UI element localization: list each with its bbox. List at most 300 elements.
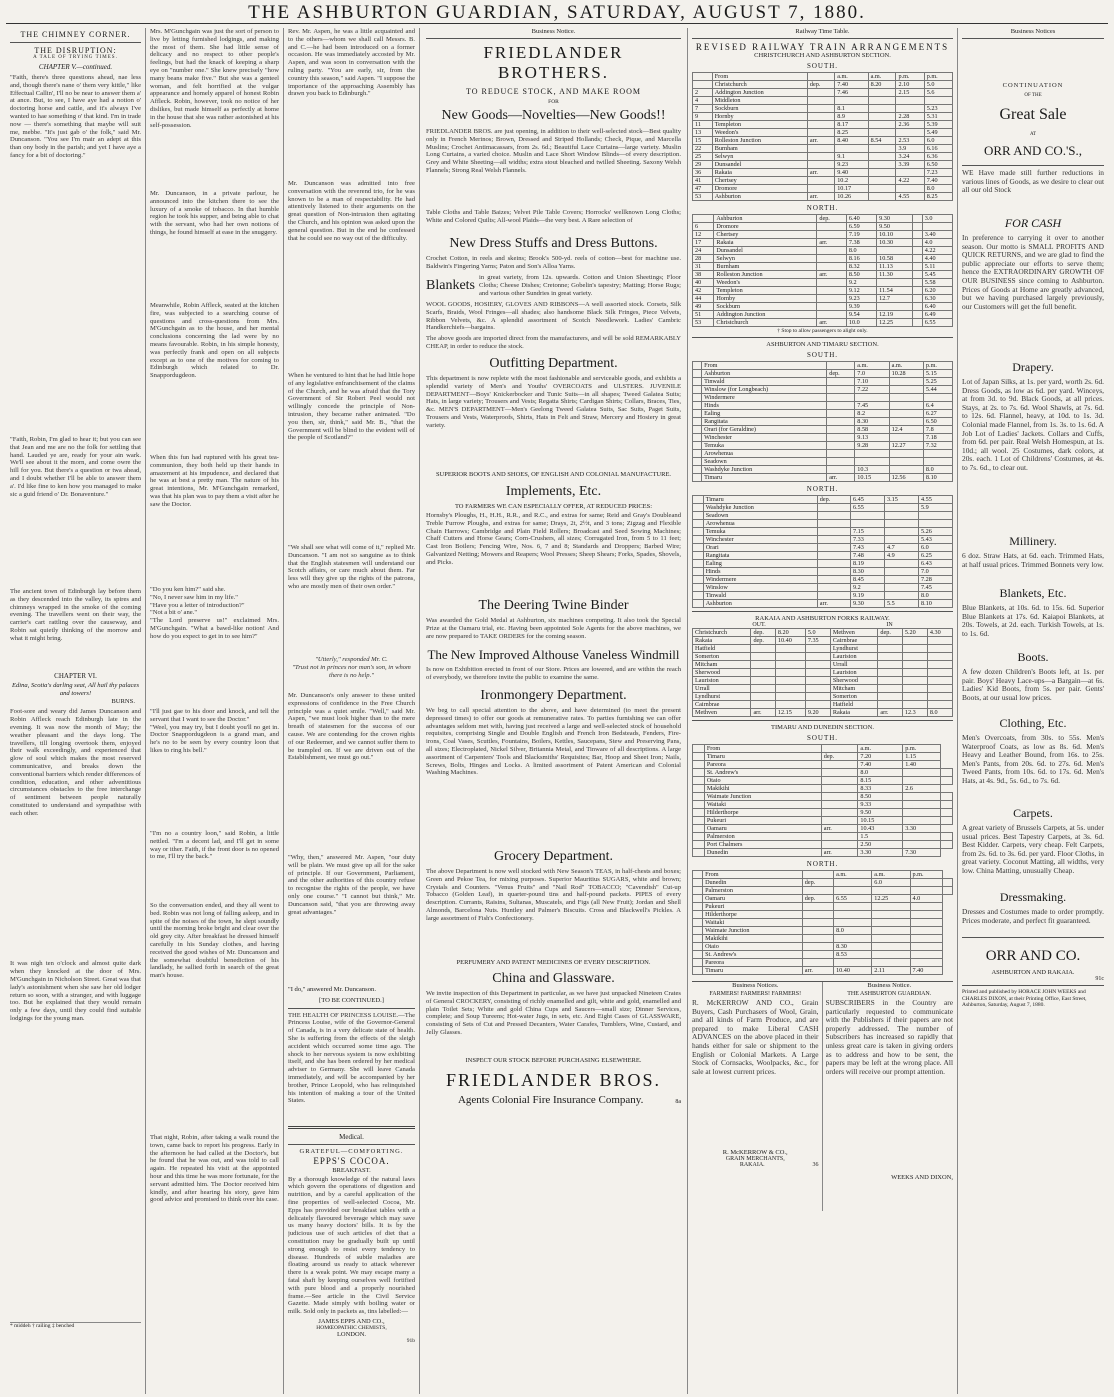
timetable-note: † Stop to allow passengers to alight only.	[777, 328, 868, 334]
timetable-cell	[693, 903, 703, 911]
timetable-row	[693, 520, 953, 528]
timetable-cell: 6.25	[918, 552, 952, 560]
timetable-row	[693, 474, 953, 482]
timetable-cell	[821, 769, 858, 777]
timetable-cell: Sherwood	[693, 669, 751, 677]
timetable-cell: 7.43	[851, 544, 885, 552]
timetable-cell	[941, 809, 953, 817]
timetable-cell: Rakaia	[830, 709, 878, 717]
timetable-row	[693, 825, 953, 833]
ad-text: A great variety of Brussels Carpets, at 5s. under usual prices. Best Tapestry Carpets, at 3s. 6d. Best Kidder. Carpets, very cheap. Felt Carpets, from 2s. 6d. to 3s. 6d. per yard. Floor Cloths, in great variety. Coconut Matting, all widths, very low. China Matting, unusually Cheap.	[962, 824, 1104, 875]
timetable-row	[693, 303, 953, 311]
story-text: "I'll just gae to his door and knock, and tell the servant that I want to see the Doctor." "Weel, you may try, but I doubt you'll no get in. Doctor Snappordugdeon is a grand man, and he's no to be seen by every country loon that likes to ring his bell."	[150, 708, 279, 754]
timetable-cell: 5.11	[922, 263, 952, 271]
timetable-cell	[693, 777, 705, 785]
timetable-row	[693, 161, 953, 169]
story-text: "I'm no a country loon," said Robin, a little nettled. "I'm a decent lad, and I'll get in some way or ither. Faith, if the front door is no opened to me, I'll try the back."	[150, 830, 279, 861]
timetable-cell: 8.0	[858, 769, 903, 777]
ad-text: WE Have made still further reductions in various lines of Goods, as we desire to clear out all our old Stock	[962, 169, 1104, 195]
timetable-cell	[941, 841, 953, 849]
timetable-cell: 6.27	[923, 410, 952, 418]
timetable-cell	[693, 418, 702, 426]
timetable-cell	[693, 879, 703, 887]
timetable-cell	[855, 458, 889, 466]
section-label: Business Notice.	[867, 982, 912, 989]
timetable-cell: 7.46	[835, 89, 868, 97]
timetable-cell: 8.20	[775, 629, 805, 637]
notice-head: FARMERS! FARMERS! FARMERS!	[709, 991, 802, 997]
timetable-cell	[942, 887, 952, 895]
timetable-cell: arr.	[821, 849, 858, 857]
timetable-cell	[910, 919, 942, 927]
timetable-cell: 7.35	[805, 637, 830, 645]
timetable-cell	[878, 669, 902, 677]
timetable-cell	[878, 645, 902, 653]
timetable-cell	[693, 504, 704, 512]
timetable-cell	[821, 777, 858, 785]
timetable-cell	[903, 809, 941, 817]
timetable-cell	[775, 653, 805, 661]
timetable-cell: 6.50	[923, 418, 952, 426]
timetable-cell	[693, 817, 705, 825]
timetable-cell	[693, 745, 705, 753]
timetable-cell	[693, 410, 702, 418]
timetable-cell: Templeton	[712, 121, 807, 129]
timetable-cell	[913, 311, 923, 319]
timetable-cell	[885, 584, 919, 592]
timetable-cell	[827, 418, 855, 426]
railway-time-table	[688, 28, 958, 1394]
timetable-cell	[868, 121, 896, 129]
timetable-cell: 7.10	[855, 378, 889, 386]
timetable-row	[693, 434, 953, 442]
timetable-cell	[817, 295, 847, 303]
timetable-cell	[889, 434, 923, 442]
timetable-cell: 5.0	[924, 81, 952, 89]
timetable-cell: 8.30	[851, 568, 885, 576]
timetable-cell: 5.5	[885, 600, 919, 608]
timetable-cell	[834, 887, 872, 895]
story-text: "Why, then," answered Mr. Aspen, "our duty will be plain. We must give up all for the sake of principle. If our Government, Parliament, and the other authorities of this country refuse to recognise the rights of the people, we have only one course." "I cannot but think," Mr. Duncanson said, "that you are throwing away great advantages."	[288, 854, 415, 916]
timetable-cell: a.m.	[858, 745, 903, 753]
direction-in: IN	[886, 622, 893, 628]
timetable-row	[693, 629, 953, 637]
timetable-cell: 8.9	[835, 113, 868, 121]
timetable-row	[693, 89, 953, 97]
timetable-cell: a.m.	[835, 73, 868, 81]
timetable-row	[693, 951, 953, 959]
timetable-cell	[807, 185, 834, 193]
timetable-cell	[693, 967, 703, 975]
timetable-cell	[877, 303, 913, 311]
ad-city: LONDON.	[336, 1330, 367, 1338]
timetable-cell: Addington Junction	[714, 311, 817, 319]
ad-place: ASHBURTON AND RAKAIA.	[991, 969, 1075, 976]
timetable-cell: 6.40	[922, 303, 952, 311]
timetable-cell	[878, 653, 902, 661]
timetable-cell	[941, 793, 953, 801]
timetable-cell: 8.25	[924, 193, 952, 201]
timetable-cell: Tinwald	[703, 592, 817, 600]
timetable-cell: Timaru	[703, 967, 803, 975]
timetable-row	[693, 777, 953, 785]
timetable-row	[693, 967, 953, 975]
timetable-cell	[889, 466, 923, 474]
timetable-cell: dep.	[878, 629, 902, 637]
timetable-cell	[817, 223, 847, 231]
timetable-cell: 8.20	[868, 81, 896, 89]
timetable-cell	[902, 653, 927, 661]
timetable-cell: 6.43	[918, 560, 952, 568]
blankets-heading: Blankets	[426, 278, 475, 293]
timetable-cell: 8.53	[834, 951, 872, 959]
timetable-cell	[878, 693, 902, 701]
timetable-cell	[927, 637, 952, 645]
timetable-cell: 7.33	[851, 536, 885, 544]
millinery-heading: Millinery.	[1009, 534, 1057, 548]
ad-code: 8a	[675, 1099, 681, 1105]
timetable-cell	[693, 215, 714, 223]
timetable-cell: Windermere	[702, 394, 827, 402]
timetable-row	[693, 793, 953, 801]
ad-text: TO FARMERS WE CAN ESPECIALLY OFFER, AT REDUCED PRICES:	[454, 503, 653, 510]
timetable-row	[693, 231, 953, 239]
timetable-cell: Orari	[703, 544, 817, 552]
timetable-row	[693, 943, 953, 951]
timetable-cell: 6.50	[924, 161, 952, 169]
timetable-cell	[941, 777, 953, 785]
timetable-cell: 53	[693, 319, 714, 327]
timetable-cell	[827, 466, 855, 474]
direction-north: NORTH.	[806, 204, 839, 212]
timetable-cell	[802, 927, 833, 935]
timetable-cell: 9.2	[846, 279, 876, 287]
timetable-cell	[872, 935, 910, 943]
timetable-cell	[913, 271, 923, 279]
timetable-cell: dep.	[802, 895, 833, 903]
timetable-cell	[693, 785, 705, 793]
timetable-cell: 15	[693, 137, 713, 145]
story-text: "Faith, Robin, I'm glad to hear it; but you can see that Jean and me are no the folk for settling that hand. Lauded ye are, ready for your ain wark. We'll see about it the morn, and come owre the hill for you. But there's a question or twa ahead, and I doubt whether I'll be able to answer them a'. I'd like fine to ken how you managed to make sic a guid friend o' Dr. Bonaventure."	[10, 436, 141, 498]
timetable-cell	[817, 576, 850, 584]
timetable-cell: 10.28	[889, 370, 923, 378]
timetable-row	[693, 935, 953, 943]
chapter-heading: CHAPTER V.—continued.	[38, 63, 113, 71]
ad-text: In preference to carrying it over to another season. Our motto is SMALL PROFITS AND QUICK RETURNS, and we are glad to find the public appreciate our efforts to serve them; hence the EXTRAORDINARY GROWTH OF OUR BUSINESS since coming to Ashburton. Prices of Goods at Home are greatly advanced, but we having purchased largely previously, our Customers will get the full benefit.	[962, 234, 1104, 311]
timetable-cell	[693, 833, 705, 841]
timetable-cell	[941, 769, 953, 777]
timetable-cell	[817, 303, 847, 311]
timetable-cell: 51	[693, 311, 714, 319]
timetable-cell	[868, 145, 896, 153]
timetable-cell	[885, 504, 919, 512]
timetable-cell: arr.	[807, 193, 834, 201]
notice-footer	[692, 1162, 819, 1168]
timetable-cell: 40	[693, 279, 714, 287]
timetable-cell: 7.22	[855, 386, 889, 394]
timetable-cell	[913, 303, 923, 311]
timetable-cell: 9	[693, 113, 713, 121]
timetable-cell	[805, 653, 830, 661]
timetable-cell: 8.33	[858, 785, 903, 793]
timetable-cell: Waitaki	[703, 919, 803, 927]
timetable-cell: 8.0	[834, 927, 872, 935]
ad-text: FRIEDLANDER BROS. are just opening, in addition to their well-selected stock—Best quality only in French Merinos; Brown, Dressed and Striped Hollands; Check, Pique, and Marcella Muslins; Crochet Antimacassars, from 2s. 6d.; Beautiful Lace Curtains—large variety. Muslin Long Curtains, a varied choice. Muslin and Lace Short Window Blinds—of every description. Grey and White Sheeting—all widths; extra stout bleached and twilled Sheeting. Saxony Welsh Flannels; Strong Real Welsh Flannels.	[426, 128, 681, 174]
timetable-cell	[827, 386, 855, 394]
timetable-cell: 6.36	[924, 153, 952, 161]
timetable-cell: 4.22	[896, 177, 924, 185]
notice-code: 36	[812, 1162, 819, 1168]
timetable-row	[693, 223, 953, 231]
drapery-heading: Drapery.	[1012, 360, 1054, 374]
ad-text: This department is now replete with the most fashionable and serviceable goods, and exhibits a splendid variety of Men's and Youths' OVERCOATS and ULSTERS. JUVENILE DEPARTMENT—Boys' Knickerbocker and Tunic Suits—in all shapes; Tweed Galatea Suits; Hats, in large variety; Trousers and Vests; Regatta Shirts; Cardigan Shirts; Collars, Braces, Ties, &c. MEN'S DEPARTMENT—Men's Geelong Tweed Galatea Suits, Sac Suits, Paget Suits, Trousers and Vests, Waterproofs, Shirts, Hats in Felt and Straw, Mercery and Hosiery in great variety.	[426, 375, 681, 429]
timetable-cell	[802, 943, 833, 951]
section-label: Medical.	[339, 1132, 364, 1141]
timetable-cell	[889, 450, 923, 458]
timetable-row	[693, 817, 953, 825]
timetable-row	[693, 761, 953, 769]
timetable-cell: Ashburton	[702, 370, 827, 378]
timetable-cell	[885, 520, 919, 528]
timetable-cell: Windermere	[703, 576, 817, 584]
carpets-heading: Carpets.	[1013, 806, 1053, 820]
timetable-cell: 5.39	[924, 121, 952, 129]
timetable-cell: 5.31	[924, 113, 952, 121]
timetable-cell	[913, 239, 923, 247]
timetable-cell: a.m.	[868, 73, 896, 81]
timetable-cell: a.m.	[855, 362, 889, 370]
timetable-cell: 12.19	[877, 311, 913, 319]
notice-sign: WEEKS AND DIXON,	[891, 1174, 953, 1181]
timetable-row	[693, 833, 953, 841]
timetable-cell	[805, 685, 830, 693]
timetable-row	[693, 801, 953, 809]
timetable-cell	[821, 785, 858, 793]
timetable-row	[693, 137, 953, 145]
timetable-cell: 3.9	[896, 145, 924, 153]
story-text: Rev. Mr. Aspen, he was a little acquainted and to the others—whom we shall call Messrs. B. and C.—he had been introduced on a former occasion. He was immediately accosted by Mr. Aspen, and was soon in conversation with the ruling party. "You are early, sir, from the country this season," said Aspen. "I suppose the importance of the approaching Assembly has drawn you back to Edinburgh."	[288, 28, 415, 98]
timetable-cell: 2.6	[903, 785, 941, 793]
timetable-cell: 8.16	[846, 255, 876, 263]
timetable-cell: Pareora	[703, 959, 803, 967]
timetable-cell	[827, 402, 855, 410]
timetable-cell: 5.44	[923, 386, 952, 394]
timetable-cell: 9.54	[846, 311, 876, 319]
timetable-row	[693, 887, 953, 895]
timetable-cell	[910, 879, 942, 887]
timetable-cell	[807, 105, 834, 113]
timetable-cell	[902, 677, 927, 685]
timetable-cell	[902, 701, 927, 709]
ad-text: The above goods are imported direct from the manufacturers, and will be sold REMARKABLY CHEAP, in order to reduce the stock.	[426, 335, 681, 350]
timetable-cell: Sockburn	[712, 105, 807, 113]
story-text: The ancient town of Edinburgh lay before them as they descended into the valley, its spires and chimneys wrapped in the smoke of the coming evening. The travellers went on their way, the carrier's cart rattling over the causeway, and Robin sat quietly thinking of the morrow and what it might bring.	[10, 588, 141, 642]
timetable-cell: dep.	[751, 629, 775, 637]
timetable-cell: Christchurch	[712, 81, 807, 89]
timetable-cell	[817, 247, 847, 255]
timetable-row	[693, 927, 953, 935]
timetable-cell	[868, 185, 896, 193]
timetable-cell	[834, 879, 872, 887]
timetable-cell: 8.0	[924, 185, 952, 193]
timetable-cell	[802, 911, 833, 919]
timetable-cell	[877, 279, 913, 287]
timetable-cell: Winslow	[703, 584, 817, 592]
ad-text: Crochet Cotton, in reels and skeins; Brook's 500-yd. reels of cotton—best for machine use. Baldwin's Fingering Yarns; Paton and Son's Alloa Yarns.	[426, 255, 681, 270]
timetable-cell	[693, 496, 704, 504]
timetable-cell: Oamaru	[703, 895, 803, 903]
timetable-cell: Mitcham	[693, 661, 751, 669]
timetable-cell	[941, 817, 953, 825]
direction-south: SOUTH.	[806, 62, 839, 70]
ad-maker-role: HOMŒOPATHIC CHEMISTS,	[316, 1324, 387, 1331]
ad-text: We beg to call special attention to the above, and have determined (to meet the present depressed times) to offer our goods at remunerative rates. To parties furnishing we can offer advantages seldom met with, having just received a large and well-selected stock of household requisites, comprising Single and Double English and French Iron Bedsteads, Fenders, Fire-irons, Coal Vases, Scuttles, Fountains, Boilers, Kettles, Saucepans, Stew and Preserving Pans, all sizes; Electroplated, Nickel Silver, Britannia Metal, and Tinware of all descriptions. A large assortment of Carpenters' Tools and Blacksmiths' Requisites; Bar, Hoop and Sheet Iron; Nails, Screws, Bolts, Hinges and Locks. A limited assortment of Patent American and Colonial Washing Machines.	[426, 707, 681, 777]
story-text: Mr. Duncanson's only answer to these united expressions of confidence in the Free Church principle was a quiet smile. "Well," said Mr. Aspen, "we must look higher than to the mere breath of statesmen for the success of our cause. We are contending for the crown rights of our Redeemer, and we cannot suffer them to be trampled on. If we are driven out of the Establishment, we must go out."	[288, 692, 415, 762]
timetable-cell: Hinds	[702, 402, 827, 410]
ad-text: SUPERIOR BOOTS AND SHOES, OF ENGLISH AND COLONIAL MANUFACTURE.	[435, 471, 672, 478]
timetable-cell: dep.	[807, 81, 834, 89]
timetable-cell: Port Chalmers	[704, 841, 821, 849]
timetable-cell: Christchurch	[714, 319, 817, 327]
timetable-cell	[889, 402, 923, 410]
timetable-row	[693, 153, 953, 161]
timetable-cell	[913, 287, 923, 295]
timetable-cell: 4.0	[922, 239, 952, 247]
timetable-cell	[802, 919, 833, 927]
timetable-cell: 13	[693, 129, 713, 137]
ad-subtitle: TO REDUCE STOCK, AND MAKE ROOM	[465, 87, 642, 96]
timetable-cell: arr.	[817, 600, 850, 608]
timetable-cell: 12.4	[889, 426, 923, 434]
ad-text: Hornsby's Ploughs, H., H.H., R.R., and R.C., and extras for same; Reid and Gray's Doubleand Treble Furrow Ploughs, and extras for same; Drays, 2t, 2½t, and 3 tons; Zigzag and Flexible Chain Harrows; Cambridge and Plain Field Rollers; Broadcast and Seed Sowing Machines; Chaff Cutters and Horse Gears; Corn-Crushers, all sizes; Corrugated Iron, from 5 to 11 feet; Cast Iron Boilers; Fencing Wire, Nos. 6, 7 and 8; Standards and Droppers; Barbed Wire; Galvanized Netting; Mowers and Reapers; Wool Presses; Sheep Shears; Forks, Spades, Shovels, and Picks.	[426, 512, 681, 566]
guardian-notice	[823, 982, 954, 1211]
timetable-cell: 1.15	[903, 753, 941, 761]
ad-text: WOOL GOODS, HOSIERY, GLOVES AND RIBBONS—A well assorted stock. Corsets, Silk Scarfs, Braids, Wool Fringes—all shades; also handsome Black Silk Fringes, Piece Velvets, Ribbon Velvets, &c. A splendid assortment of Scotch Needlework. Ladies' Cambric Handkerchiefs—bargains.	[426, 301, 681, 332]
timetable-cell: 12.56	[889, 474, 923, 482]
bottom-notices	[692, 981, 953, 1211]
timetable-cell: 5.58	[922, 279, 952, 287]
timetable-cell	[913, 279, 923, 287]
timetable-cell	[807, 153, 834, 161]
ad-text: A few dozen Children's Boots left, at 1s. per pair. Boys' Heavy Lace-ups—a Bargain—at 6s. Ladies' Kid Boots, from 5s. per pair. Gents' Boots, at our usual low prices.	[962, 668, 1104, 702]
timetable-cell	[903, 793, 941, 801]
timetable-row	[693, 512, 953, 520]
ad-text: Men's Overcoats, from 30s. to 55s. Men's Waterproof Coats, as low as 8s. 6d. Men's Heavy and Leather Bound, from 16s. to 25s. Men's Pants, from 20s. 6d. to 27s. 6d. Men's Tweed Pants, from 10s. 6d. to 17s. 6d. Men's Hats, at 4s. 9d., 5s. 6d., to 7s. 6d.	[962, 734, 1104, 785]
timetable-cell	[693, 402, 702, 410]
timetable-cell: 7.40	[858, 761, 903, 769]
ad-text: in great variety, from 12s. upwards. Cotton and Union Sheetings; Floor Cloths; Cheese Dishes; Cretonne; Gobelin's tapestry; Matting; Horse Rugs; and various other Sundries in great variety.	[479, 274, 681, 297]
timetable-cell: Rolleston Junction	[714, 271, 817, 279]
timetable-cell: Dunsandel	[712, 161, 807, 169]
timetable-row	[693, 450, 953, 458]
timetable-cell: 10.30	[877, 239, 913, 247]
timetable-row	[693, 255, 953, 263]
timetable-cell	[805, 677, 830, 685]
timetable-cell: dep.	[802, 879, 833, 887]
timetable-cell: 36	[693, 169, 713, 177]
timetable-cell: Waitaki	[704, 801, 821, 809]
timetable-cell: 8.0	[918, 592, 952, 600]
timetable-cell: 5.9	[918, 504, 952, 512]
timetable-cell	[751, 661, 775, 669]
column-story-cont	[146, 28, 284, 1394]
section-heading: THE CHIMNEY CORNER.	[20, 30, 131, 39]
timetable-cell	[902, 685, 927, 693]
timetable-cell	[775, 685, 805, 693]
timetable-cell: 10.15	[855, 474, 889, 482]
to-be-continued: [TO BE CONTINUED.]	[319, 996, 384, 1004]
timetable-cell: Seadown	[703, 512, 817, 520]
boots-heading: Boots.	[1017, 650, 1049, 664]
story-text: "Faith, there's three questions ahead, nae less and, though there's nane o' them very kittle," like Effectual Callin', I'll no be near to answer them a' at ance. But, to see, I have aye had a notion o' doctoring horse and cattle, and it's always I've wanted to hae something o' that kind. I'm in trade now — there's something that maybe will suit me, mebbe. "It's just gab o' the folk," said Mr. Duncanson. "You see I'm mair an adept at this than ony body in the parish; and yet I have aye a fancy for a bit of doctoring."	[10, 74, 141, 159]
timetable-cell: 6.55	[922, 319, 952, 327]
timetable-row	[693, 394, 953, 402]
timetable-cell: Burnham	[714, 263, 817, 271]
timetable-cell: 7.8	[923, 426, 952, 434]
timetable-cell: Lauriston	[693, 677, 751, 685]
timetable-cell	[802, 951, 833, 959]
railway-title: REVISED RAILWAY TRAIN ARRANGEMENTS	[695, 42, 950, 52]
timetable-cell: 11	[693, 121, 713, 129]
timetable-cell: 12.3	[902, 709, 927, 717]
timetable-cell	[693, 849, 705, 857]
timetable-cell: 7.20	[858, 753, 903, 761]
timetable-cell	[902, 661, 927, 669]
timetable-cell: 11.30	[877, 271, 913, 279]
timetable-cell: Orari (for Geraldine)	[702, 426, 827, 434]
timetable-cell: 28	[693, 255, 714, 263]
timetable-cell: 4.0	[910, 895, 942, 903]
direction-north: NORTH.	[806, 485, 839, 493]
timetable-cell	[855, 394, 889, 402]
column-story-end	[284, 28, 420, 1394]
timetable-cell: From	[703, 871, 803, 879]
timetable-row	[693, 81, 953, 89]
timetable-cell: 1.40	[903, 761, 941, 769]
timetable-cell	[923, 458, 952, 466]
epigraph: Edina, Scotia's darling seat, All hail thy palaces and towers!	[11, 682, 140, 697]
timetable-cell: Dunedin	[704, 849, 821, 857]
ad-at: AT	[1029, 132, 1037, 137]
timetable-cell	[817, 520, 850, 528]
timetable-cell: 22	[693, 145, 713, 153]
timetable-cell	[885, 512, 919, 520]
timetable-row	[693, 105, 953, 113]
timetable-cell: Cairnbrae	[693, 701, 751, 709]
timetable-cell: dep.	[827, 370, 855, 378]
great-sale-heading: Great Sale	[999, 106, 1067, 123]
timetable-cell	[877, 247, 913, 255]
notice-head: THE ASHBURTON GUARDIAN.	[847, 991, 932, 997]
timetable-cell: 8.30	[855, 418, 889, 426]
timetable-cell	[817, 544, 850, 552]
timetable-cell	[910, 959, 942, 967]
timetable-cell: Winchester	[702, 434, 827, 442]
timetable	[692, 744, 953, 857]
timetable-cell	[941, 801, 953, 809]
timetable-cell	[878, 701, 902, 709]
timetable-cell	[896, 129, 924, 137]
timetable-cell: 8.2	[855, 410, 889, 418]
story-text: Foot-sore and weary did James Duncanson and Robin Affleck reach Edinburgh late in the evening. It was now the month of May; the weather pleasant and the days long. The travellers, till longing overtook them, enjoyed their walk exceedingly, and experienced that glow of soul which makes the most reserved communicative, and breaks down the conventional barriers which render differences of condition, education, and other adventitious circumstances obstacles to the free interchange of sentiment between people naturally constituted to understand and sympathise with each other.	[10, 708, 141, 817]
timetable-cell: 11.13	[877, 263, 913, 271]
timetable-cell: Winslow (for Longbeach)	[702, 386, 827, 394]
timetable-row	[693, 785, 953, 793]
timetable-cell: Pukeuri	[703, 903, 803, 911]
timetable-cell	[834, 919, 872, 927]
timetable-cell	[817, 311, 847, 319]
timetable-cell	[817, 536, 850, 544]
